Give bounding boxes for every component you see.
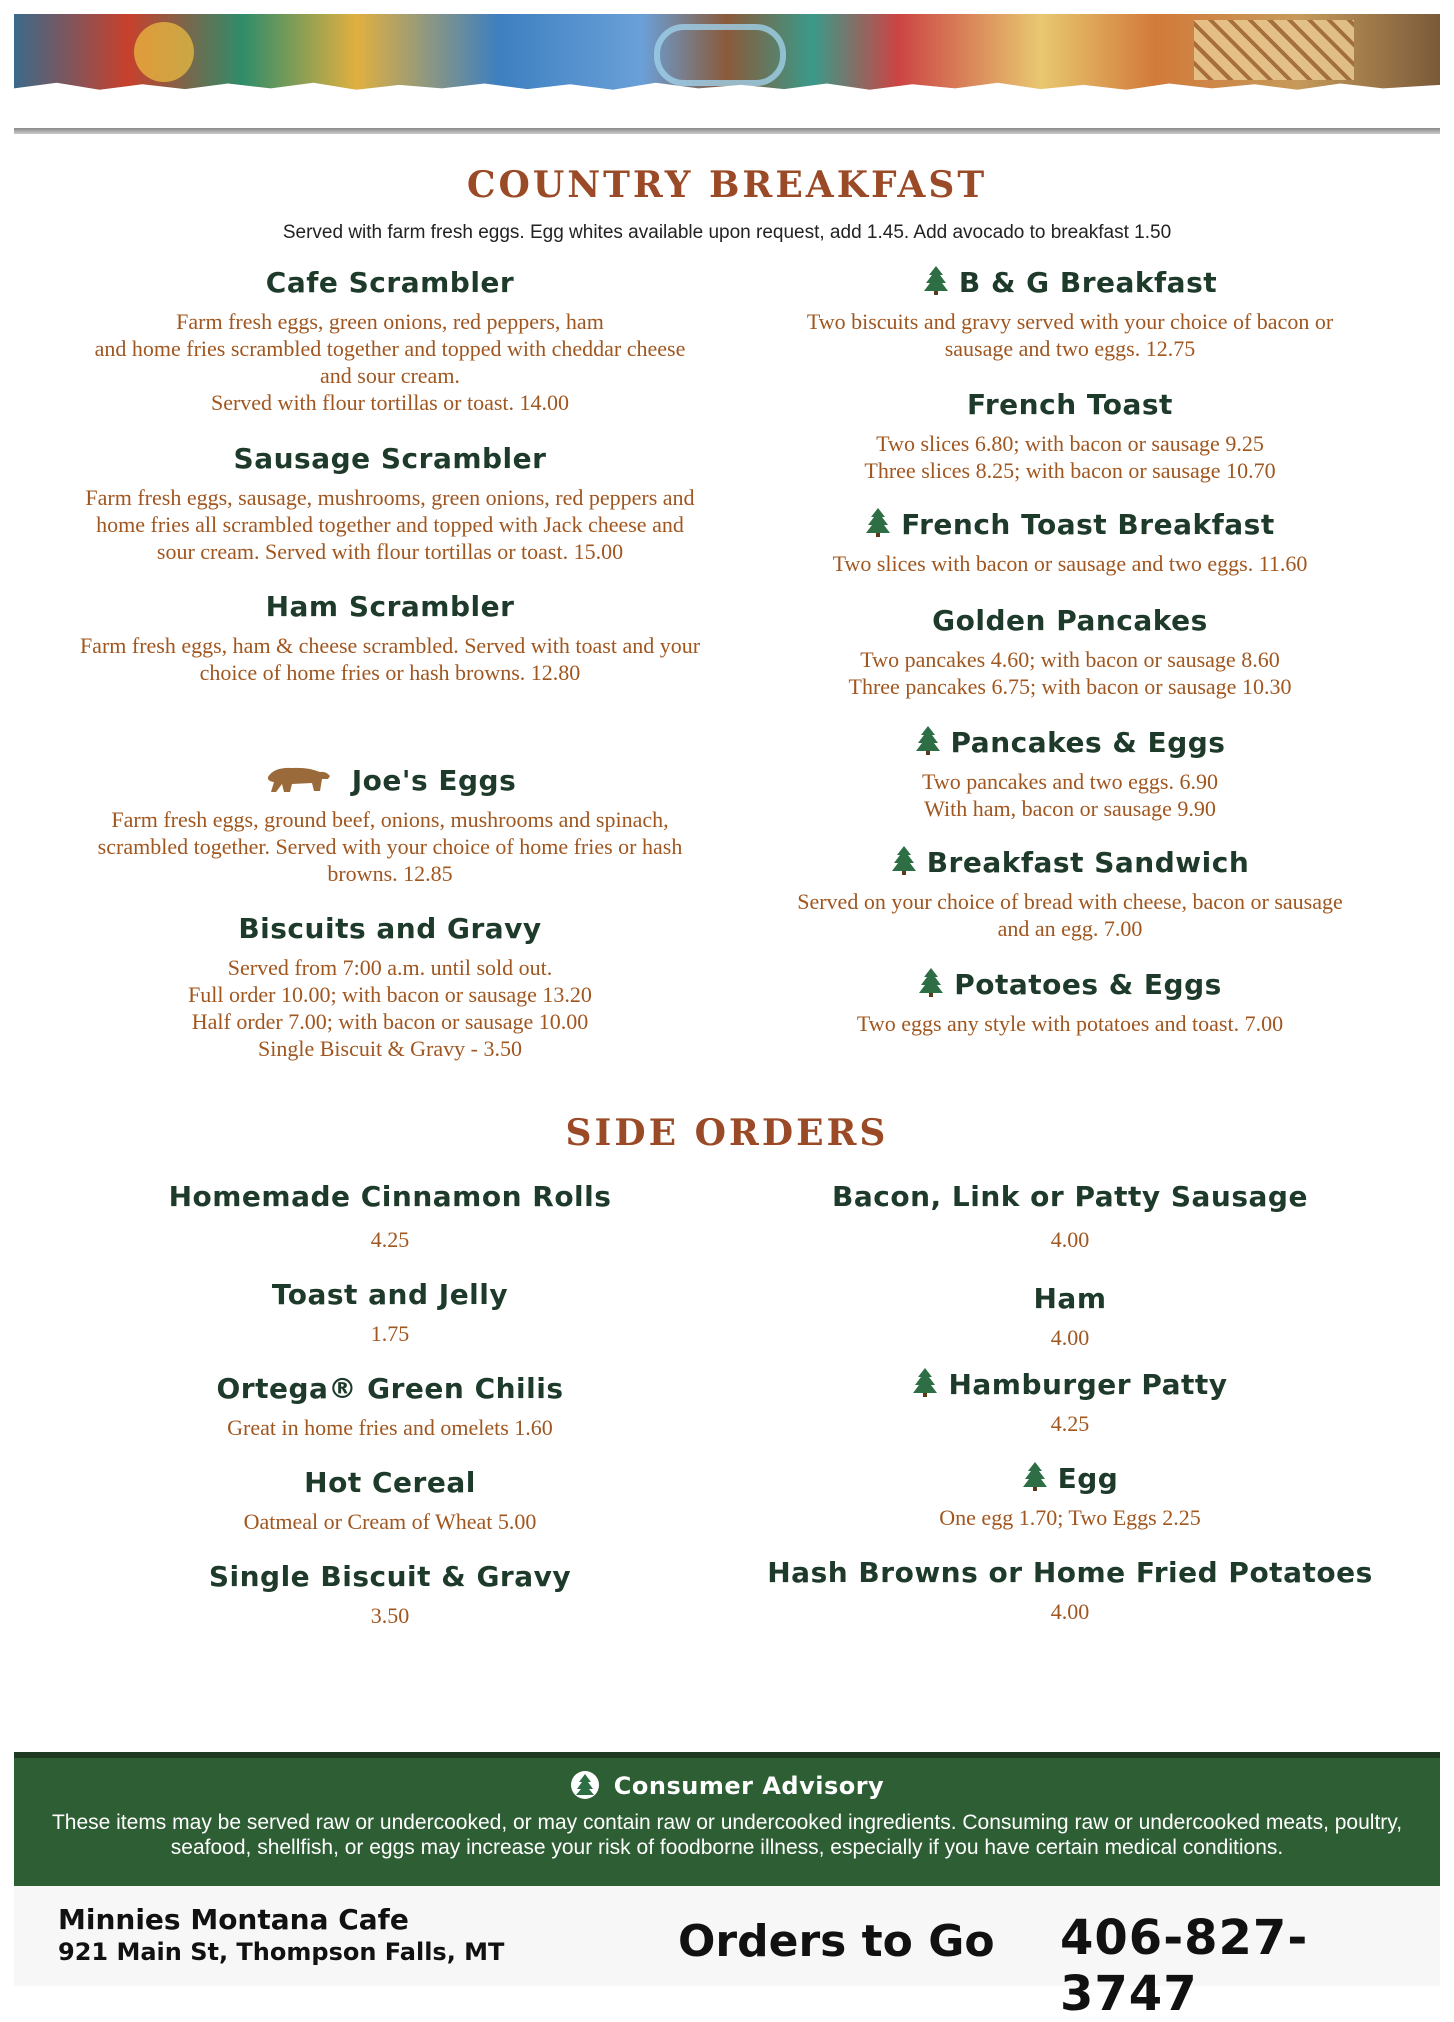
menu-item: [60, 1558, 720, 1629]
menu-item: [60, 1178, 720, 1253]
menu-item: [740, 1554, 1400, 1625]
bear-icon: [264, 763, 334, 795]
section-title-breakfast: COUNTRY BREAKFAST: [466, 164, 988, 206]
business-info: [58, 1904, 504, 1968]
pine-tree-icon: [918, 967, 944, 997]
menu-item-desc: Two biscuits and gravy served with your choice of bacon or sausage and two eggs. 12.75: [806, 309, 1334, 361]
menu-item: [740, 602, 1400, 700]
header-rule: [14, 128, 1440, 134]
menu-item-desc: 4.25: [370, 1227, 410, 1252]
menu-item: [740, 386, 1400, 484]
menu-item-desc: Served on your choice of bread with cheese, bacon or sausage and an egg. 7.00: [797, 889, 1343, 941]
menu-item-name: Potatoes & Eggs: [954, 968, 1222, 1001]
menu-item-desc: Served from 7:00 a.m. until sold out. Full order 10.00; with bacon or sausage 13.20 Half order 7.00; with bacon or sausage 10.00 Single Biscuit & Gravy - 3.50: [188, 955, 592, 1061]
pine-tree-icon: [915, 725, 941, 755]
pine-tree-icon: [891, 845, 917, 875]
pine-tree-icon: [1022, 1461, 1048, 1491]
menu-item-desc: 3.50: [370, 1603, 410, 1628]
menu-item-desc: 4.00: [1050, 1599, 1090, 1624]
menu-item-desc: Farm fresh eggs, ham & cheese scrambled. Served with toast and your choice of home fries or hash browns. 12.80: [79, 633, 701, 685]
menu-item: [60, 264, 720, 416]
menu-item-name: Cafe Scrambler: [265, 266, 515, 299]
menu-item: [60, 910, 720, 1062]
menu-item-name: Bacon, Link or Patty Sausage: [832, 1180, 1308, 1213]
menu-item: [740, 844, 1400, 942]
menu-item-name: Hot Cereal: [304, 1466, 476, 1499]
menu-item-name: Single Biscuit & Gravy: [208, 1560, 572, 1593]
banner-art-swirl: [654, 24, 786, 86]
orders-to-go: Orders to Go: [678, 1916, 995, 1967]
menu-item: [60, 1464, 720, 1535]
menu-item-name: Toast and Jelly: [271, 1278, 509, 1311]
menu-item-desc: Two pancakes and two eggs. 6.90 With ham, bacon or sausage 9.90: [921, 769, 1218, 821]
menu-item: [60, 1370, 720, 1441]
advisory-title: Consumer Advisory: [613, 1772, 885, 1800]
menu-item-desc: Two slices with bacon or sausage and two eggs. 11.60: [832, 551, 1308, 576]
menu-item-desc: 4.00: [1050, 1227, 1090, 1252]
menu-item-desc: One egg 1.70; Two Eggs 2.25: [939, 1505, 1201, 1530]
section-title-sides: SIDE ORDERS: [565, 1112, 889, 1154]
menu-item-desc: Oatmeal or Cream of Wheat 5.00: [243, 1509, 537, 1534]
menu-item-name: Ham Scrambler: [265, 590, 515, 623]
menu-item-name: Homemade Cinnamon Rolls: [168, 1180, 612, 1213]
menu-item-name: B & G Breakfast: [958, 266, 1218, 299]
menu-item-name: Hamburger Patty: [948, 1368, 1228, 1401]
advisory-text: These items may be served raw or undercooked, or may contain raw or undercooked ingredients. Consuming raw or undercooked meats, poultry, seafood, shellfish, or eggs may increase your risk of foodborne illness, especially if you have certain medical conditions.: [51, 1811, 1403, 1859]
menu-item-desc: 4.25: [1050, 1411, 1090, 1436]
menu-item: [740, 1280, 1400, 1351]
menu-item-desc: Two pancakes 4.60; with bacon or sausage 8.60 Three pancakes 6.75; with bacon or sausage 10.30: [848, 647, 1292, 699]
menu-item: [60, 1276, 720, 1347]
menu-item: [740, 1178, 1400, 1253]
business-address: 921 Main St, Thompson Falls, MT: [58, 1938, 505, 1966]
pine-tree-icon: [912, 1367, 938, 1397]
menu-item-name: French Toast Breakfast: [901, 508, 1275, 541]
menu-item-name: Golden Pancakes: [932, 604, 1208, 637]
banner-art-basket: [1194, 20, 1354, 80]
menu-item-name: Ham: [1033, 1282, 1107, 1315]
menu-item: [740, 1366, 1400, 1437]
menu-item-desc: 1.75: [370, 1321, 410, 1346]
banner-art-sun: [134, 22, 194, 82]
pine-tree-icon: [923, 265, 949, 295]
phone-number[interactable]: 406-827-3747: [1060, 1910, 1309, 2022]
business-name: Minnies Montana Cafe: [58, 1903, 409, 1936]
menu-item: [740, 264, 1400, 362]
pine-tree-badge-icon: [570, 1770, 600, 1800]
footer: [14, 1886, 1440, 2022]
menu-item: [740, 1460, 1400, 1531]
menu-item-name: Pancakes & Eggs: [950, 726, 1226, 759]
menu-item-name: Sausage Scrambler: [233, 442, 547, 475]
consumer-advisory: [14, 1752, 1440, 1888]
menu-item-name: Egg: [1057, 1462, 1119, 1495]
breakfast-intro: Served with farm fresh eggs. Egg whites available upon request, add 1.45. Add avocado to breakfast 1.50: [282, 222, 1172, 243]
menu-item-desc: Two slices 6.80; with bacon or sausage 9.25 Three slices 8.25; with bacon or sausage 10.70: [864, 431, 1276, 483]
menu-item-name: Hash Browns or Home Fried Potatoes: [767, 1556, 1373, 1589]
menu-item: [740, 724, 1400, 822]
menu-item-desc: Farm fresh eggs, sausage, mushrooms, green onions, red peppers and home fries all scrambled together and topped with Jack cheese and sour cream. Served with flour tortillas or toast. 15.00: [85, 485, 695, 564]
menu-item: [60, 588, 720, 686]
menu-item: [60, 440, 720, 565]
menu-item-desc: Farm fresh eggs, green onions, red peppers, ham and home fries scrambled together and topped with cheddar cheese and sour cream. Served with flour tortillas or toast. 14.00: [94, 309, 686, 415]
pine-tree-icon: [865, 507, 891, 537]
menu-item-desc: 4.00: [1050, 1325, 1090, 1350]
menu-item-name: Biscuits and Gravy: [238, 912, 542, 945]
menu-item-name: Breakfast Sandwich: [926, 846, 1250, 879]
menu-item: [740, 966, 1400, 1037]
menu-item-desc: Two eggs any style with potatoes and toast. 7.00: [856, 1011, 1284, 1036]
menu-item-name: French Toast: [967, 388, 1173, 421]
menu-item-desc: Great in home fries and omelets 1.60: [227, 1415, 553, 1440]
menu-item: [60, 762, 720, 887]
decorative-banner: [14, 14, 1440, 94]
menu-item-desc: Farm fresh eggs, ground beef, onions, mushrooms and spinach, scrambled together. Served with your choice of home fries or hash browns. 12.85: [97, 807, 683, 886]
menu-item-name: Joe's Eggs: [351, 764, 517, 797]
menu-item: [740, 506, 1400, 577]
menu-item-name: Ortega® Green Chilis: [216, 1372, 564, 1405]
